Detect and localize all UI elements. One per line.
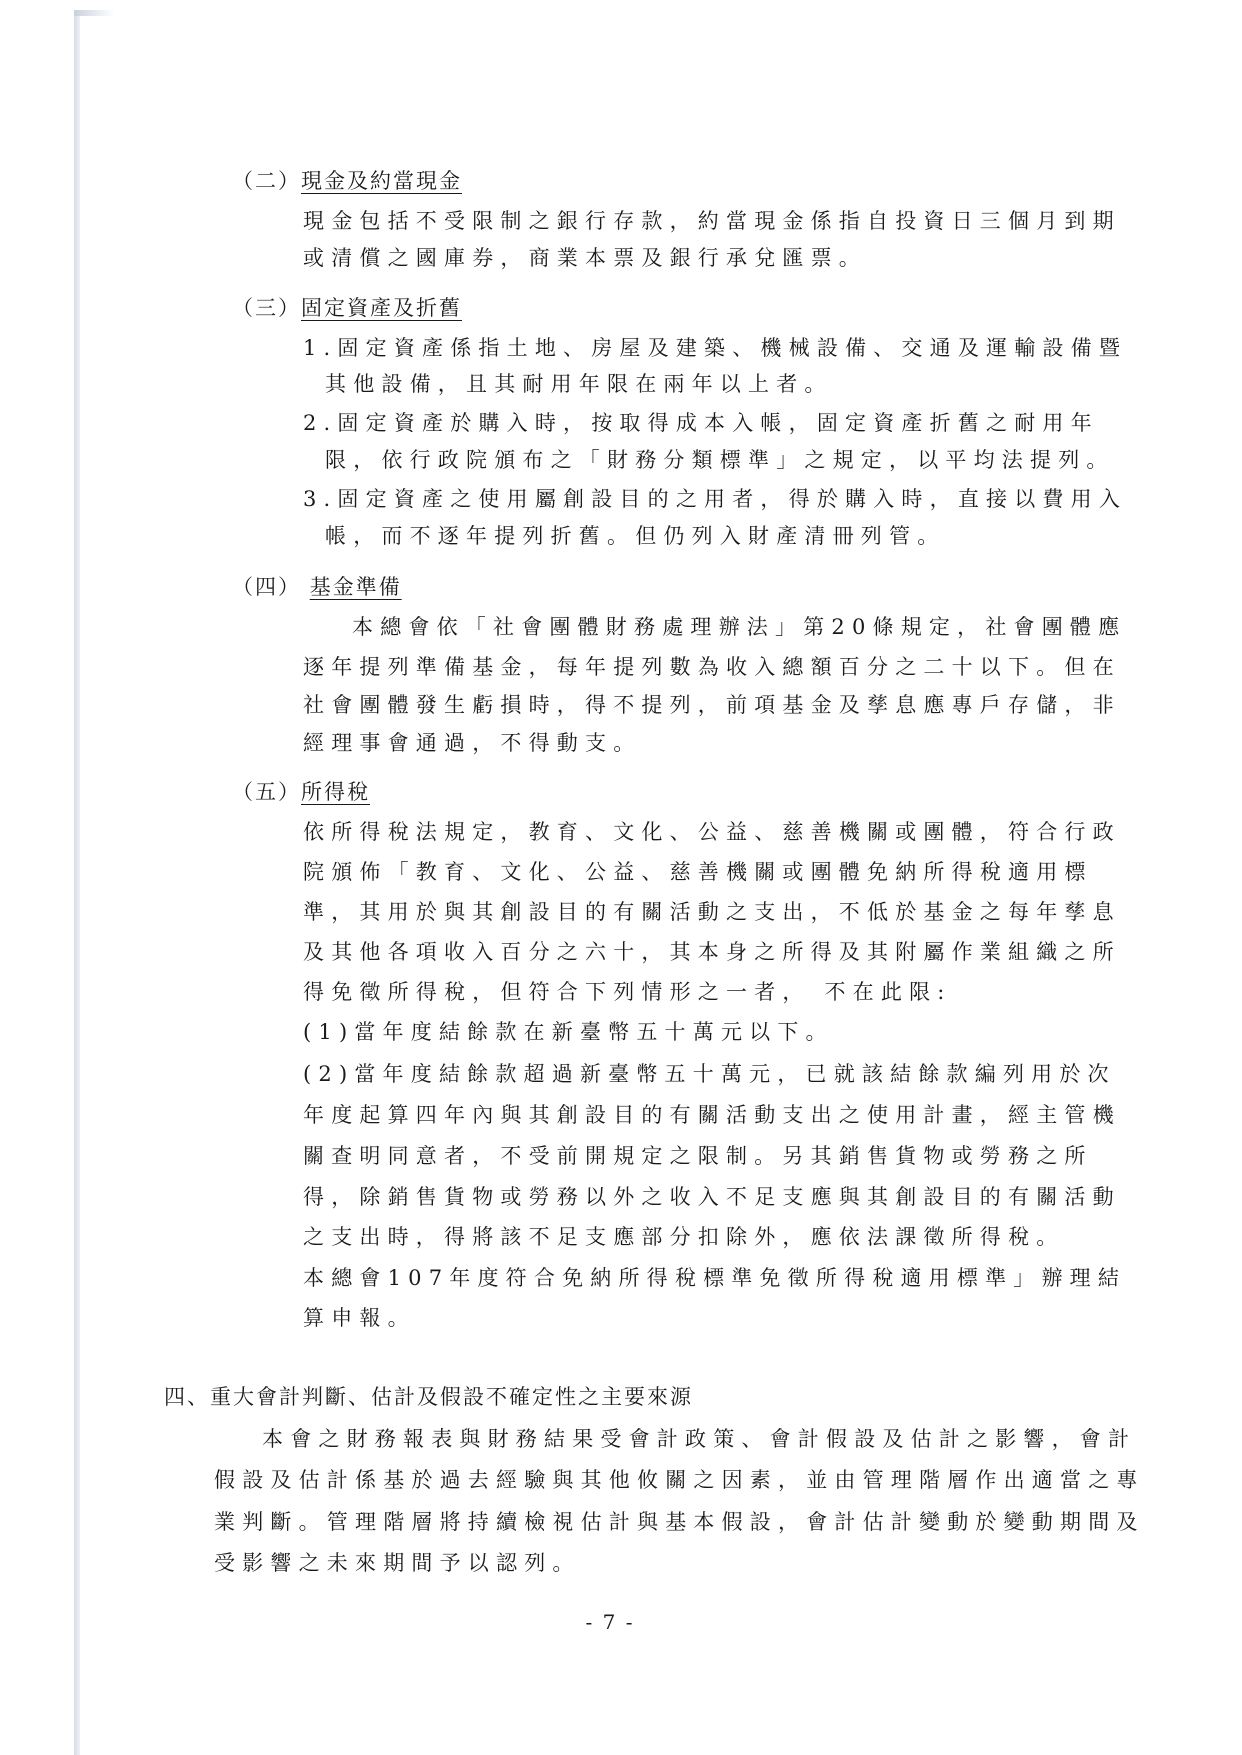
section-four-line: 受影響之未來期間予以認列。	[214, 1551, 581, 1575]
section-3-line: 3.固定資產之使用屬創設目的之用者，得於購入時，直接以費用入	[303, 487, 1128, 511]
section-5-line: (1)當年度結餘款在新臺幣五十萬元以下。	[303, 1020, 834, 1044]
section-3-line: 其他設備，且其耐用年限在兩年以上者。	[325, 372, 833, 396]
section-2-line: 現金包括不受限制之銀行存款，約當現金係指自投資日三個月到期	[303, 209, 1121, 233]
section-4-line: 逐年提列準備基金，每年提列數為收入總額百分之二十以下。但在	[303, 655, 1121, 679]
section-3-line: 1.固定資產係指土地、房屋及建築、機械設備、交通及運輸設備暨	[303, 336, 1128, 360]
scan-edge-shadow	[74, 10, 80, 1755]
section-5-title: 所得稅	[301, 780, 370, 804]
section-3-line: 限，依行政院頒布之「財務分類標準」之規定，以平均法提列。	[325, 448, 1115, 472]
section-5-heading	[232, 777, 370, 807]
section-5-line: 及其他各項收入百分之六十，其本身之所得及其附屬作業組織之所	[303, 940, 1121, 964]
section-5-line: 依所得稅法規定，教育、文化、公益、慈善機關或團體，符合行政	[303, 820, 1121, 844]
page-number: - 7 -	[585, 1610, 635, 1634]
section-four-line: 業判斷。管理階層將持續檢視估計與基本假設，會計估計變動於變動期間及	[214, 1510, 1145, 1534]
section-3-prefix: （三）	[232, 296, 301, 320]
section-5-line: 準，其用於與其創設目的有關活動之支出，不低於基金之每年孳息	[303, 900, 1121, 924]
section-4-line: 社會團體發生虧損時，得不提列，前項基金及孳息應專戶存儲，非	[303, 693, 1121, 717]
section-5-line: 關查明同意者，不受前開規定之限制。另其銷售貨物或勞務之所	[303, 1144, 1093, 1168]
section-four-line: 本會之財務報表與財務結果受會計政策、會計假設及估計之影響，會計	[262, 1427, 1137, 1451]
section-5-line: 之支出時，得將該不足支應部分扣除外，應依法課徵所得稅。	[303, 1225, 1065, 1249]
section-3-heading	[232, 293, 462, 323]
section-4-line: 經理事會通過，不得動支。	[303, 731, 642, 755]
section-5-line: 得免徵所得稅，但符合下列情形之一者， 不在此限:	[303, 980, 952, 1004]
section-5-line: 年度起算四年內與其創設目的有關活動支出之使用計畫，經主管機	[303, 1103, 1121, 1127]
section-5-prefix: （五）	[232, 780, 301, 804]
section-four-line: 假設及估計係基於過去經驗與其他攸關之因素，並由管理階層作出適當之專	[214, 1468, 1145, 1492]
section-2-prefix: （二）	[232, 169, 301, 193]
scan-corner-shadow	[74, 10, 114, 16]
section-4-title: 基金準備	[309, 575, 402, 599]
section-4-prefix: （四）	[232, 575, 301, 599]
section-5-line: 算申報。	[303, 1306, 416, 1330]
section-5-line: 院頒佈「教育、文化、公益、慈善機關或團體免納所得稅適用標	[303, 860, 1093, 884]
section-3-line: 帳，而不逐年提列折舊。但仍列入財產清冊列管。	[325, 524, 946, 548]
section-4-heading	[232, 572, 402, 602]
section-5-line: 得，除銷售貨物或勞務以外之收入不足支應與其創設目的有關活動	[303, 1185, 1121, 1209]
section-2-line: 或清償之國庫券，商業本票及銀行承兌匯票。	[303, 246, 867, 270]
section-3-title: 固定資產及折舊	[301, 296, 462, 320]
section-5-line: (2)當年度結餘款超過新臺幣五十萬元，已就該結餘款編列用於次	[303, 1062, 1116, 1086]
section-5-line: 本總會107年度符合免納所得稅標準免徵所得稅適用標準」辦理結	[303, 1266, 1127, 1290]
section-four-heading: 四、重大會計判斷、估計及假設不確定性之主要來源	[164, 1385, 693, 1409]
section-2-heading	[232, 166, 462, 196]
section-2-title: 現金及約當現金	[301, 169, 462, 193]
section-3-line: 2.固定資產於購入時，按取得成本入帳，固定資產折舊之耐用年	[303, 411, 1099, 435]
section-4-line: 本總會依「社會團體財務處理辦法」第20條規定，社會團體應	[352, 615, 1127, 639]
